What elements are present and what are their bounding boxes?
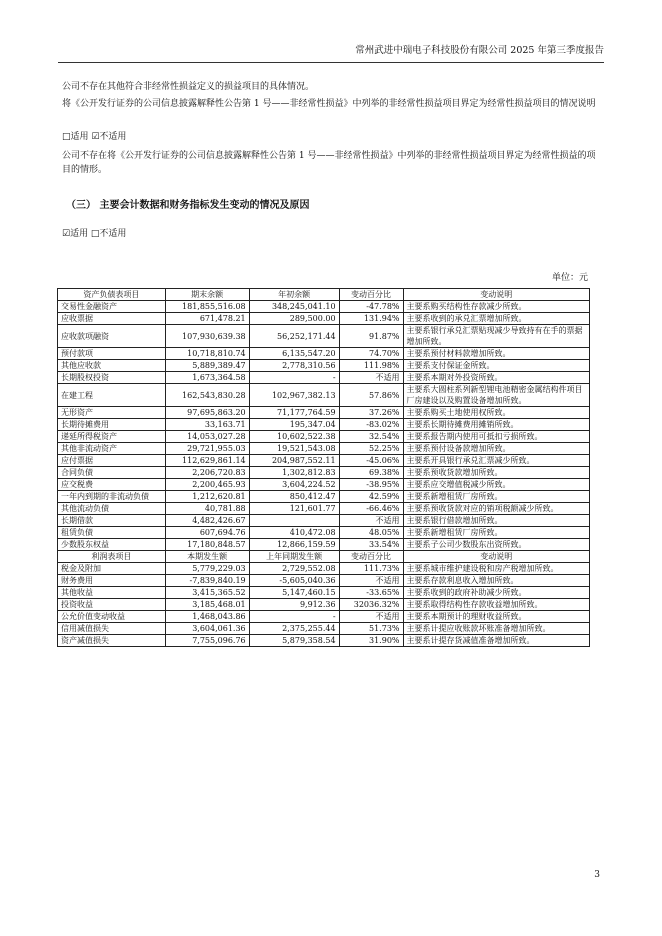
- table-row: [58, 575, 590, 587]
- table-row: [58, 443, 590, 455]
- change-percent-cell: 111.73%: [339, 563, 403, 575]
- change-reason-cell: 主要系大圆柱系列新型锂电池精密金属结构件项目厂房建设以及购置设备增加所致。: [403, 384, 589, 407]
- prior-value-cell: 348,245,041.10: [249, 301, 339, 313]
- change-percent-cell: -38.95%: [339, 479, 403, 491]
- profit-header-row: [58, 551, 590, 563]
- table-row: [58, 348, 590, 360]
- prior-value-cell: 1,302,812.83: [249, 467, 339, 479]
- page-number: 3: [594, 870, 600, 880]
- change-reason-cell: 主要系子公司少数股东出资所致。: [403, 539, 589, 551]
- change-percent-cell: 52.25%: [339, 443, 403, 455]
- current-value-cell: 2,206,720.83: [165, 467, 249, 479]
- col-header: 变动百分比: [339, 289, 403, 301]
- table-row: [58, 503, 590, 515]
- change-percent-cell: 91.87%: [339, 325, 403, 348]
- item-name-cell: 在建工程: [58, 384, 166, 407]
- table-row: [58, 384, 590, 407]
- prior-value-cell: 56,252,171.44: [249, 325, 339, 348]
- change-percent-cell: -83.02%: [339, 419, 403, 431]
- current-value-cell: 3,185,468.01: [165, 599, 249, 611]
- current-value-cell: 1,673,364.58: [165, 372, 249, 384]
- prior-value-cell: 2,375,255.44: [249, 623, 339, 635]
- paragraph-no-reclassification: 公司不存在将《公开发行证券的公司信息披露解释性公告第 1 号——非经常性损益》中列举的非经常性损益项目界定为经常性损益的项目的情形。: [62, 151, 596, 175]
- item-name-cell: 投资收益: [58, 599, 166, 611]
- change-percent-cell: -66.46%: [339, 503, 403, 515]
- change-percent-cell: 不适用: [339, 611, 403, 623]
- item-name-cell: 长期借款: [58, 515, 166, 527]
- change-percent-cell: 42.59%: [339, 491, 403, 503]
- col-header: 年初余额: [249, 289, 339, 301]
- table-row: [58, 623, 590, 635]
- change-reason-cell: 主要系应交增值税减少所致。: [403, 479, 589, 491]
- table-row: [58, 539, 590, 551]
- table-row: [58, 587, 590, 599]
- item-name-cell: 无形资产: [58, 407, 166, 419]
- change-reason-cell: 主要系长期待摊费用摊销所致。: [403, 419, 589, 431]
- current-value-cell: 112,629,861.14: [165, 455, 249, 467]
- prior-value-cell: 2,729,552.08: [249, 563, 339, 575]
- change-percent-cell: 74.70%: [339, 348, 403, 360]
- change-percent-cell: 131.94%: [339, 313, 403, 325]
- change-percent-cell: -47.78%: [339, 301, 403, 313]
- col-header: 变动说明: [403, 551, 589, 563]
- applicability-checkbox-1: □适用 ☑不适用: [62, 132, 127, 142]
- col-header: 资产负债表项目: [58, 289, 166, 301]
- change-reason-cell: 主要系本期对外投资所致。: [403, 372, 589, 384]
- current-value-cell: 14,053,027.28: [165, 431, 249, 443]
- item-name-cell: 少数股东权益: [58, 539, 166, 551]
- prior-value-cell: 289,500.00: [249, 313, 339, 325]
- current-value-cell: 1,468,043.86: [165, 611, 249, 623]
- current-value-cell: 17,180,848.57: [165, 539, 249, 551]
- change-reason-cell: 主要系存款利息收入增加所致。: [403, 575, 589, 587]
- item-name-cell: 递延所得税资产: [58, 431, 166, 443]
- prior-value-cell: 121,601.77: [249, 503, 339, 515]
- current-value-cell: 607,694.76: [165, 527, 249, 539]
- unit-label: 单位：元: [551, 273, 588, 283]
- change-reason-cell: 主要系购买土地使用权所致。: [403, 407, 589, 419]
- item-name-cell: 其他非流动资产: [58, 443, 166, 455]
- current-value-cell: 107,930,639.38: [165, 325, 249, 348]
- change-percent-cell: 31.90%: [339, 635, 403, 647]
- change-percent-cell: 69.38%: [339, 467, 403, 479]
- paragraph-other-items: 公司不存在其他符合非经常性损益定义的损益项目的具体情况。: [62, 82, 315, 92]
- change-reason-cell: 主要系计提应收账款坏账准备增加所致。: [403, 623, 589, 635]
- table-row: [58, 599, 590, 611]
- current-value-cell: 29,721,955.03: [165, 443, 249, 455]
- current-value-cell: 3,604,061.36: [165, 623, 249, 635]
- current-value-cell: 4,482,426.67: [165, 515, 249, 527]
- section-heading: （三） 主要会计数据和财务指标发生变动的情况及原因: [66, 200, 310, 211]
- change-reason-cell: 主要系新增租赁厂房所致。: [403, 491, 589, 503]
- table-row: [58, 325, 590, 348]
- item-name-cell: 信用减值损失: [58, 623, 166, 635]
- item-name-cell: 应收票据: [58, 313, 166, 325]
- applicability-checkbox-2: ☑适用 □不适用: [62, 229, 127, 239]
- balance-header-row: [58, 289, 590, 301]
- change-reason-cell: 主要系银行承兑汇票贴现减少导致持有在手的票据增加所致。: [403, 325, 589, 348]
- change-reason-cell: 主要系开具银行承兑汇票减少所致。: [403, 455, 589, 467]
- change-reason-cell: 主要系取得结构性存款收益增加所致。: [403, 599, 589, 611]
- balance-sheet-rows: [58, 301, 590, 551]
- change-percent-cell: -33.65%: [339, 587, 403, 599]
- table-row: [58, 635, 590, 647]
- prior-value-cell: 10,602,522.38: [249, 431, 339, 443]
- current-value-cell: 5,889,389.47: [165, 360, 249, 372]
- paragraph-definition-note: 将《公开发行证券的公司信息披露解释性公告第 1 号——非经常性损益》中列举的非经常性损益项目界定为经常性损益项目的情况说明: [62, 99, 596, 109]
- prior-value-cell: 12,866,159.59: [249, 539, 339, 551]
- current-value-cell: 10,718,810.74: [165, 348, 249, 360]
- col-header: 利润表项目: [58, 551, 166, 563]
- prior-value-cell: -5,605,040.36: [249, 575, 339, 587]
- change-reason-cell: 主要系新增租赁厂房所致。: [403, 527, 589, 539]
- item-name-cell: 公允价值变动收益: [58, 611, 166, 623]
- change-reason-cell: 主要系预收货款对应的销项税额减少所致。: [403, 503, 589, 515]
- table-row: [58, 479, 590, 491]
- current-value-cell: 2,200,465.93: [165, 479, 249, 491]
- change-percent-cell: 57.86%: [339, 384, 403, 407]
- prior-value-cell: 102,967,382.13: [249, 384, 339, 407]
- prior-value-cell: 71,177,764.59: [249, 407, 339, 419]
- change-percent-cell: 不适用: [339, 575, 403, 587]
- page-header: [58, 44, 604, 63]
- current-value-cell: 7,755,096.76: [165, 635, 249, 647]
- prior-value-cell: 19,521,543.08: [249, 443, 339, 455]
- table-row: [58, 301, 590, 313]
- change-reason-cell: 主要系预付设备款增加所致。: [403, 443, 589, 455]
- current-value-cell: 97,695,863.20: [165, 407, 249, 419]
- prior-value-cell: 204,987,552.11: [249, 455, 339, 467]
- item-name-cell: 其他流动负债: [58, 503, 166, 515]
- prior-value-cell: 2,778,310.56: [249, 360, 339, 372]
- change-percent-cell: 不适用: [339, 372, 403, 384]
- prior-value-cell: 5,147,460.15: [249, 587, 339, 599]
- table-row: [58, 431, 590, 443]
- change-reason-cell: 主要系报告期内使用可抵扣亏损所致。: [403, 431, 589, 443]
- col-header: 期末余额: [165, 289, 249, 301]
- item-name-cell: 一年内到期的非流动负债: [58, 491, 166, 503]
- prior-value-cell: 195,347.04: [249, 419, 339, 431]
- prior-value-cell: 9,912.36: [249, 599, 339, 611]
- table-row: [58, 372, 590, 384]
- change-percent-cell: -45.06%: [339, 455, 403, 467]
- item-name-cell: 其他收益: [58, 587, 166, 599]
- change-reason-cell: 主要系预付材料款增加所致。: [403, 348, 589, 360]
- change-reason-cell: 主要系购买结构性存款减少所致。: [403, 301, 589, 313]
- col-header: 变动说明: [403, 289, 589, 301]
- change-reason-cell: 主要系计提存货减值准备增加所致。: [403, 635, 589, 647]
- change-percent-cell: 51.73%: [339, 623, 403, 635]
- item-name-cell: 交易性金融资产: [58, 301, 166, 313]
- item-name-cell: 应收款项融资: [58, 325, 166, 348]
- table-row: [58, 527, 590, 539]
- item-name-cell: 应交税费: [58, 479, 166, 491]
- change-percent-cell: 32036.32%: [339, 599, 403, 611]
- change-percent-cell: 33.54%: [339, 539, 403, 551]
- prior-value-cell: 850,412.47: [249, 491, 339, 503]
- item-name-cell: 长期待摊费用: [58, 419, 166, 431]
- change-reason-cell: 主要系预收货款增加所致。: [403, 467, 589, 479]
- item-name-cell: 其他应收款: [58, 360, 166, 372]
- current-value-cell: 671,478.21: [165, 313, 249, 325]
- col-header: 变动百分比: [339, 551, 403, 563]
- change-reason-cell: 主要系城市维护建设税和房产税增加所致。: [403, 563, 589, 575]
- table-row: [58, 563, 590, 575]
- item-name-cell: 资产减值损失: [58, 635, 166, 647]
- table-row: [58, 455, 590, 467]
- current-value-cell: 181,855,516.08: [165, 301, 249, 313]
- current-value-cell: 33,163.71: [165, 419, 249, 431]
- current-value-cell: 3,415,365.52: [165, 587, 249, 599]
- item-name-cell: 预付款项: [58, 348, 166, 360]
- table-row: [58, 419, 590, 431]
- prior-value-cell: -: [249, 372, 339, 384]
- change-percent-cell: 不适用: [339, 515, 403, 527]
- item-name-cell: 长期股权投资: [58, 372, 166, 384]
- item-name-cell: 财务费用: [58, 575, 166, 587]
- table-row: [58, 407, 590, 419]
- current-value-cell: 162,543,830.28: [165, 384, 249, 407]
- change-percent-cell: 111.98%: [339, 360, 403, 372]
- change-reason-cell: 主要系本期预计的理财收益所致。: [403, 611, 589, 623]
- table-row: [58, 467, 590, 479]
- item-name-cell: 应付票据: [58, 455, 166, 467]
- col-header: 上年同期发生额: [249, 551, 339, 563]
- table-row: [58, 491, 590, 503]
- prior-value-cell: 5,879,358.54: [249, 635, 339, 647]
- table-row: [58, 313, 590, 325]
- prior-value-cell: -: [249, 611, 339, 623]
- current-value-cell: 1,212,620.81: [165, 491, 249, 503]
- change-reason-cell: 主要系银行借款增加所致。: [403, 515, 589, 527]
- change-percent-cell: 37.26%: [339, 407, 403, 419]
- prior-value-cell: 6,135,547.20: [249, 348, 339, 360]
- change-reason-cell: 主要系支付保证金所致。: [403, 360, 589, 372]
- change-reason-cell: 主要系收到的承兑汇票增加所致。: [403, 313, 589, 325]
- prior-value-cell: 410,472.08: [249, 527, 339, 539]
- item-name-cell: 合同负债: [58, 467, 166, 479]
- table-row: [58, 515, 590, 527]
- item-name-cell: 税金及附加: [58, 563, 166, 575]
- change-percent-cell: 48.05%: [339, 527, 403, 539]
- table-row: [58, 360, 590, 372]
- item-name-cell: 租赁负债: [58, 527, 166, 539]
- income-statement-rows: [58, 563, 590, 647]
- prior-value-cell: [249, 515, 339, 527]
- change-percent-cell: 32.54%: [339, 431, 403, 443]
- table-row: [58, 611, 590, 623]
- current-value-cell: 5,779,229.03: [165, 563, 249, 575]
- change-reason-cell: 主要系收到的政府补助减少所致。: [403, 587, 589, 599]
- current-value-cell: -7,839,840.19: [165, 575, 249, 587]
- prior-value-cell: 3,604,224.52: [249, 479, 339, 491]
- report-title: 常州武进中瑞电子科技股份有限公司 2025 年第三季度报告: [355, 45, 604, 56]
- col-header: 本期发生额: [165, 551, 249, 563]
- current-value-cell: 40,781.88: [165, 503, 249, 515]
- financial-changes-table: [57, 288, 590, 647]
